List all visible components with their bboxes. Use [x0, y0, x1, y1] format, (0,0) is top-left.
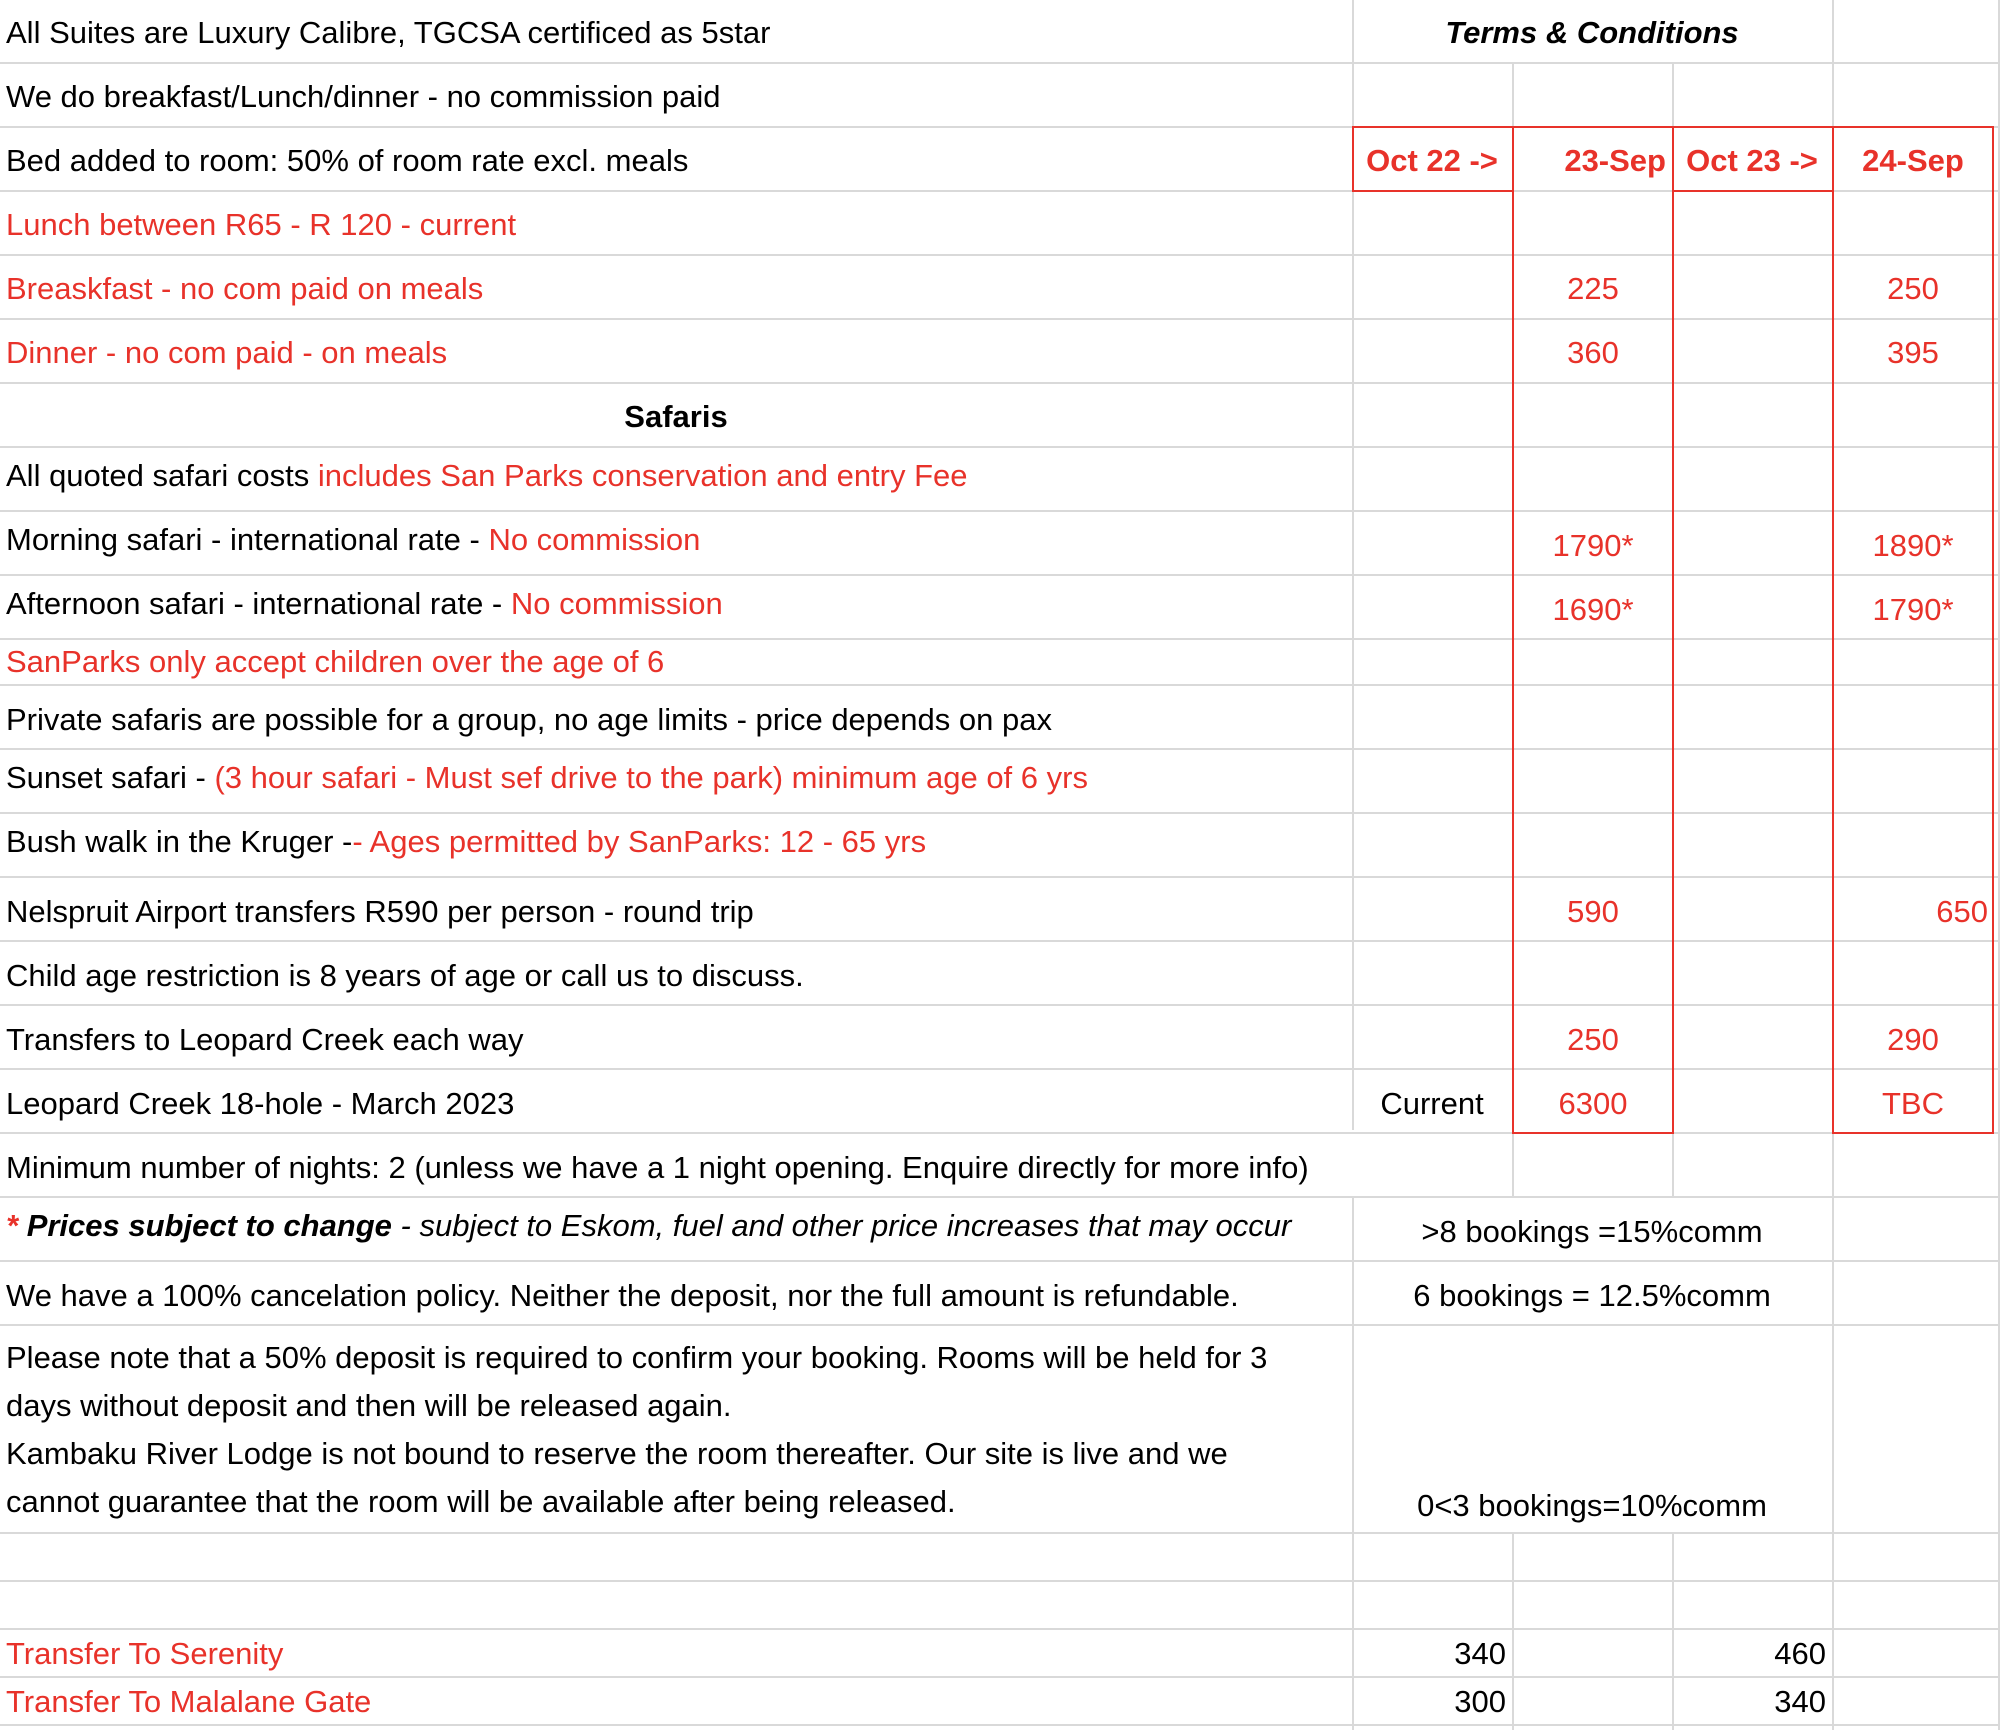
afternoon-safari-24-sep: 1790* [1872, 592, 1954, 627]
grid-line [0, 446, 2000, 448]
morning-safari [6, 520, 700, 560]
airport-transfers: Nelspruit Airport transfers R590 per person - round trip [6, 894, 754, 929]
grid-line [0, 1260, 2000, 1262]
morning-safari-commission: No commission [488, 522, 701, 557]
afternoon-safari-text: Afternoon safari - international rate - [6, 586, 511, 621]
transfer-malalane-a: 300 [1454, 1684, 1506, 1719]
breakfast-23-sep: 225 [1567, 271, 1619, 306]
morning-safari-24-sep: 1890* [1872, 528, 1954, 563]
commission-tier-low: 0<3 bookings=10%comm [1417, 1488, 1767, 1523]
grid-line [0, 1580, 2000, 1582]
grid-line [0, 748, 2000, 750]
sunset-safari-text: Sunset safari - [6, 760, 215, 795]
morning-safari-23-sep: 1790* [1552, 528, 1634, 563]
commission-tier-high: >8 bookings =15%comm [1421, 1214, 1763, 1249]
safari-costs-text: All quoted safari costs [6, 458, 318, 493]
breakfast-note: Breaskfast - no com paid on meals [6, 271, 484, 306]
grid-line [0, 1196, 2000, 1198]
col-header-oct23: Oct 23 -> [1686, 143, 1818, 178]
transfer-serenity-a: 340 [1454, 1636, 1506, 1671]
leopard-creek-transfers-23-sep: 250 [1567, 1022, 1619, 1057]
children-age-note: SanParks only accept children over the age of 6 [6, 644, 665, 679]
asterisk: * [6, 1208, 19, 1243]
leopard-creek-golf: Leopard Creek 18-hole - March 2023 [6, 1086, 515, 1121]
grid-line [0, 510, 2000, 512]
dinner-24-sep: 395 [1887, 335, 1939, 370]
airport-transfers-24-sep: 650 [1936, 894, 1988, 929]
grid-line [0, 638, 2000, 640]
grid-line [0, 62, 2000, 64]
col-header-23-sep: 23-Sep [1564, 143, 1666, 178]
terms-header: Terms & Conditions [1445, 15, 1739, 50]
afternoon-safari [6, 584, 723, 624]
leopard-creek-transfers-24-sep: 290 [1887, 1022, 1939, 1057]
morning-safari-text: Morning safari - international rate - [6, 522, 489, 557]
grid-line [0, 876, 2000, 878]
grid-line [0, 1068, 2000, 1070]
cancellation-policy: We have a 100% cancelation policy. Neither the deposit, nor the full amount is refundable. [6, 1278, 1239, 1313]
bush-walk-text: Bush walk in the Kruger - [6, 824, 353, 859]
deposit-policy [6, 1334, 1346, 1526]
sunset-safari [6, 758, 1088, 798]
bed-note: Bed added to room: 50% of room rate excl. meals [6, 143, 689, 178]
private-safaris-note: Private safaris are possible for a group, no age limits - price depends on pax [6, 702, 1052, 737]
deposit-policy-line: days without deposit and then will be released again. [6, 1388, 732, 1423]
dinner-23-sep: 360 [1567, 335, 1619, 370]
grid-line [0, 940, 2000, 942]
safari-costs-note [6, 456, 968, 496]
grid-line [1512, 1532, 1514, 1730]
grid-line [0, 684, 2000, 686]
commission-tier-mid: 6 bookings = 12.5%comm [1413, 1278, 1771, 1313]
child-age-restriction: Child age restriction is 8 years of age or call us to discuss. [6, 958, 804, 993]
airport-transfers-23-sep: 590 [1567, 894, 1619, 929]
grid-line [0, 1132, 2000, 1134]
col-header-oct22: Oct 22 -> [1366, 143, 1498, 178]
safari-costs-highlight: includes San Parks conservation and entry Fee [317, 458, 968, 493]
deposit-policy-line: Please note that a 50% deposit is required to confirm your booking. Rooms will be held for 3 [6, 1340, 1268, 1375]
grid-line [0, 382, 2000, 384]
transfer-malalane-b: 340 [1774, 1684, 1826, 1719]
deposit-policy-line: Kambaku River Lodge is not bound to reserve the room thereafter. Our site is live and we [6, 1436, 1228, 1471]
safaris-heading: Safaris [624, 399, 728, 434]
price-change-heading: Prices subject to change [18, 1208, 392, 1243]
grid-line [0, 1004, 2000, 1006]
meals-note: We do breakfast/Lunch/dinner - no commission paid [6, 79, 721, 114]
grid-line [0, 1676, 2000, 1678]
grid-line [0, 318, 2000, 320]
sunset-safari-details: (3 hour safari - Must sef drive to the park) minimum age of 6 yrs [214, 760, 1088, 795]
grid-line [0, 1628, 2000, 1630]
price-change-note [6, 1206, 1291, 1246]
grid-line [0, 1532, 2000, 1534]
leopard-creek-golf-24-sep: TBC [1882, 1086, 1944, 1121]
suites-note: All Suites are Luxury Calibre, TGCSA certificed as 5star [6, 15, 771, 50]
bush-walk [6, 822, 926, 862]
transfer-serenity-b: 460 [1774, 1636, 1826, 1671]
bush-walk-ages: - Ages permitted by SanParks: 12 - 65 yrs [352, 824, 927, 859]
leopard-creek-transfers: Transfers to Leopard Creek each way [6, 1022, 524, 1057]
grid-line [0, 1724, 2000, 1726]
leopard-creek-golf-23-sep: 6300 [1558, 1086, 1628, 1121]
breakfast-24-sep: 250 [1887, 271, 1939, 306]
transfer-serenity: Transfer To Serenity [6, 1636, 284, 1671]
dinner-note: Dinner - no com paid - on meals [6, 335, 448, 370]
grid-line [0, 1324, 2000, 1326]
minimum-nights-note: Minimum number of nights: 2 (unless we have a 1 night opening. Enquire directly for more info) [6, 1150, 1309, 1185]
price-change-details: - subject to Eskom, fuel and other price increases that may occur [391, 1208, 1292, 1243]
deposit-policy-line: cannot guarantee that the room will be available after being released. [6, 1484, 956, 1519]
afternoon-safari-commission: No commission [510, 586, 723, 621]
grid-line [0, 812, 2000, 814]
grid-line [0, 574, 2000, 576]
col-header-24-sep: 24-Sep [1862, 143, 1964, 178]
lunch-note: Lunch between R65 - R 120 - current [6, 207, 517, 242]
afternoon-safari-23-sep: 1690* [1552, 592, 1634, 627]
transfer-malalane: Transfer To Malalane Gate [6, 1684, 372, 1719]
current-label: Current [1380, 1086, 1484, 1121]
grid-line [0, 254, 2000, 256]
